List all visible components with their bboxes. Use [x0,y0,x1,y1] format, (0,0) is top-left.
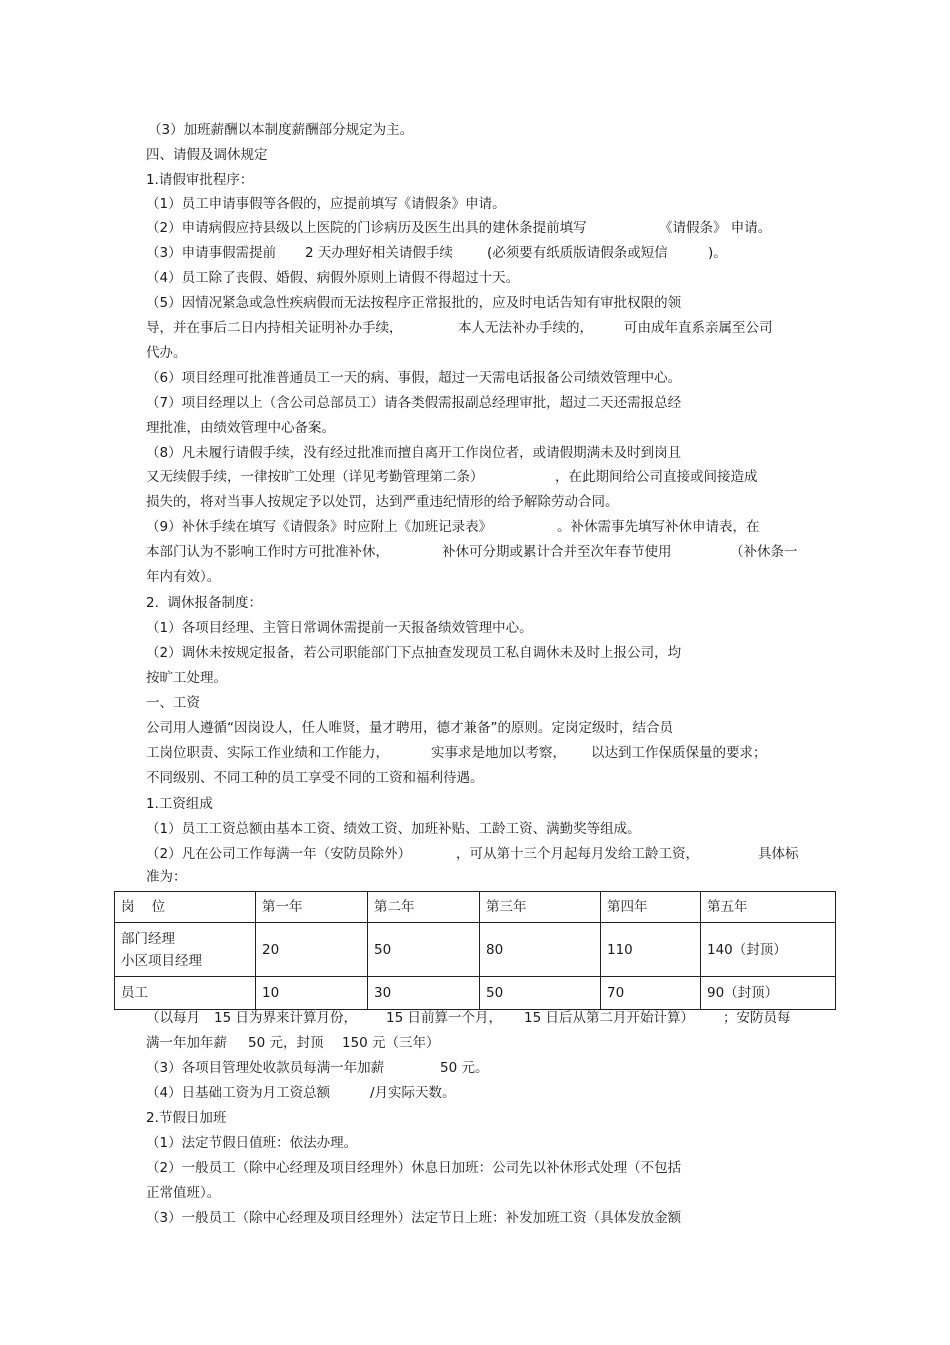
table-header-cell: 第二年 [368,892,480,923]
paragraph-line: （3）申请事假需提前 [146,245,277,261]
paragraph-line-fragment: 。补休需事先填写补休申请表，在 [557,519,760,535]
paragraph-line: （6）项目经理可批准普通员工一天的病、事假，超过一天需电话报备公司绩效管理中心。 [146,370,682,386]
paragraph-line-fragment: 15 日后从第二月开始计算） [524,1010,694,1026]
section-heading: 一、工资 [146,695,200,711]
paragraph-line: 公司用人遵循“因岗设人，任人唯贤，量才聘用，德才兼备”的原则。定岗定级时，结合员 [146,720,673,736]
paragraph-line-fragment: ；安防员每 [723,1010,791,1026]
paragraph-line-fragment: 15 日为界来计算月份， [214,1010,357,1026]
paragraph-line: （1）员工工资总额由基本工资、绩效工资、加班补贴、工龄工资、满勤奖等组成。 [146,821,641,837]
paragraph-line: 满一年加年薪 [146,1035,227,1051]
table-cell: 50 [368,923,480,977]
table-cell: 90（封顶） [701,977,836,1010]
paragraph-line: （以每月 [146,1010,200,1026]
paragraph-line: 导，并在事后二日内持相关证明补办手续， [146,320,403,336]
paragraph-line-fragment: 2 天办理好相关请假手续 [305,245,453,261]
table-cell: 20 [256,923,368,977]
paragraph-line: （2）凡在公司工作每满一年（安防员除外） [146,846,412,862]
table-cell: 80 [480,923,601,977]
paragraph-line: 工岗位职责、实际工作业绩和工作能力， [146,745,389,761]
paragraph-line: （2）调休未按规定报备，若公司职能部门下点抽查发现员工私自调休未及时上报公司，均 [146,645,682,661]
paragraph-line: 准为： [146,869,187,885]
table-cell: 50 [480,977,601,1010]
paragraph-line-fragment: 50 元。 [440,1060,489,1076]
paragraph-line-fragment: 50 元，封顶 [248,1035,324,1051]
paragraph-line: 损失的，将对当事人按规定予以处罚，达到严重违纪情形的给予解除劳动合同。 [146,494,619,510]
paragraph-line: （4）日基础工资为月工资总额 [146,1085,331,1101]
paragraph-line: 正常值班）。 [146,1185,221,1201]
paragraph-line: （4）员工除了丧假、婚假、病假外原则上请假不得超过十天。 [146,270,520,286]
table-cell: 140（封顶） [701,923,836,977]
paragraph-line: （2）一般员工（除中心经理及项目经理外）休息日加班：公司先以补休形式处理（不包括 [146,1160,682,1176]
subsection-heading: 1.请假审批程序： [146,172,254,188]
table-header-cell: 第一年 [256,892,368,923]
paragraph-line: （3）加班薪酬以本制度薪酬部分规定为主。 [148,122,414,138]
paragraph-line: 年内有效）。 [146,569,221,585]
table-cell: 10 [256,977,368,1010]
paragraph-line: 本部门认为不影响工作时方可批准补休， [146,544,389,560]
paragraph-line: （1）各项目经理、主管日常调休需提前一天报备绩效管理中心。 [146,620,533,636]
paragraph-line: （5）因情况紧急或急性疾病假而无法按程序正常报批的，应及时电话告知有审批权限的领 [146,295,682,311]
paragraph-line-fragment: 补休可分期或累计合并至次年春节使用 [442,544,672,560]
paragraph-line-fragment: 以达到工作保质保量的要求； [591,745,767,761]
paragraph-line: 理批准，由绩效管理中心备案。 [146,420,335,436]
paragraph-line-fragment: 《请假条》 申请。 [659,220,772,236]
paragraph-line-fragment: ，可从第十三个月起每月发给工龄工资， [456,846,699,862]
table-cell: 70 [601,977,701,1010]
subsection-heading: 1.工资组成 [146,796,213,812]
paragraph-line: （3）一般员工（除中心经理及项目经理外）法定节日上班：补发加班工资（具体发放金额 [146,1210,682,1226]
paragraph-line: （2）申请病假应持县级以上医院的门诊病历及医生出具的建休条提前填写 [146,220,587,236]
paragraph-line-fragment: 本人无法补办手续的， [458,320,593,336]
paragraph-line-fragment: 具体标 [758,846,799,862]
table-cell: 员工 [115,977,256,1010]
paragraph-line-fragment: （补休条一 [730,544,798,560]
table-header-cell: 第四年 [601,892,701,923]
paragraph-line: 按旷工处理。 [146,670,227,686]
paragraph-line: 代办。 [146,345,187,361]
paragraph-line: （1）法定节假日值班：依法办理。 [146,1135,358,1151]
table-cell: 部门经理 小区项目经理 [115,923,256,977]
paragraph-line: （7）项目经理以上（含公司总部员工）请各类假需报副总经理审批，超过二天还需报总经 [146,395,682,411]
table-header-cell: 第五年 [701,892,836,923]
subsection-heading: 2. 调休报备制度： [146,595,262,611]
paragraph-line-fragment: 可由成年直系亲属至公司 [624,320,773,336]
paragraph-line-fragment: (必须要有纸质版请假条或短信 [487,245,668,261]
paragraph-line-fragment: 15 日前算一个月， [386,1010,502,1026]
table-header-cell: 第三年 [480,892,601,923]
table-row [115,977,836,1010]
paragraph-line: （9）补休手续在填写《请假条》时应附上《加班记录表》 [146,519,493,535]
table-cell: 110 [601,923,701,977]
table-cell: 30 [368,977,480,1010]
paragraph-line-fragment: /月实际天数。 [370,1085,456,1101]
paragraph-line: （8）凡未履行请假手续，没有经过批准而擅自离开工作岗位者，或请假期满未及时到岗且 [146,445,682,461]
paragraph-line: （1）员工申请事假等各假的，应提前填写《请假条》申请。 [146,196,506,212]
table-row [115,923,836,977]
paragraph-line-fragment: ，在此期间给公司直接或间接造成 [555,469,758,485]
paragraph-line: 不同级别、不同工种的员工享受不同的工资和福利待遇。 [146,770,484,786]
paragraph-line: 又无续假手续，一律按旷工处理（详见考勤管理第二条） [146,469,484,485]
paragraph-line-fragment: 150 元（三年） [342,1035,440,1051]
table-header-row [115,892,836,923]
paragraph-line-fragment: )。 [708,245,727,261]
section-heading: 四、请假及调休规定 [146,147,268,163]
seniority-wage-table [114,891,836,1010]
subsection-heading: 2.节假日加班 [146,1110,227,1126]
table-header-cell: 岗 位 [115,892,256,923]
paragraph-line: （3）各项目管理处收款员每满一年加薪 [146,1060,385,1076]
paragraph-line-fragment: 实事求是地加以考察， [431,745,566,761]
